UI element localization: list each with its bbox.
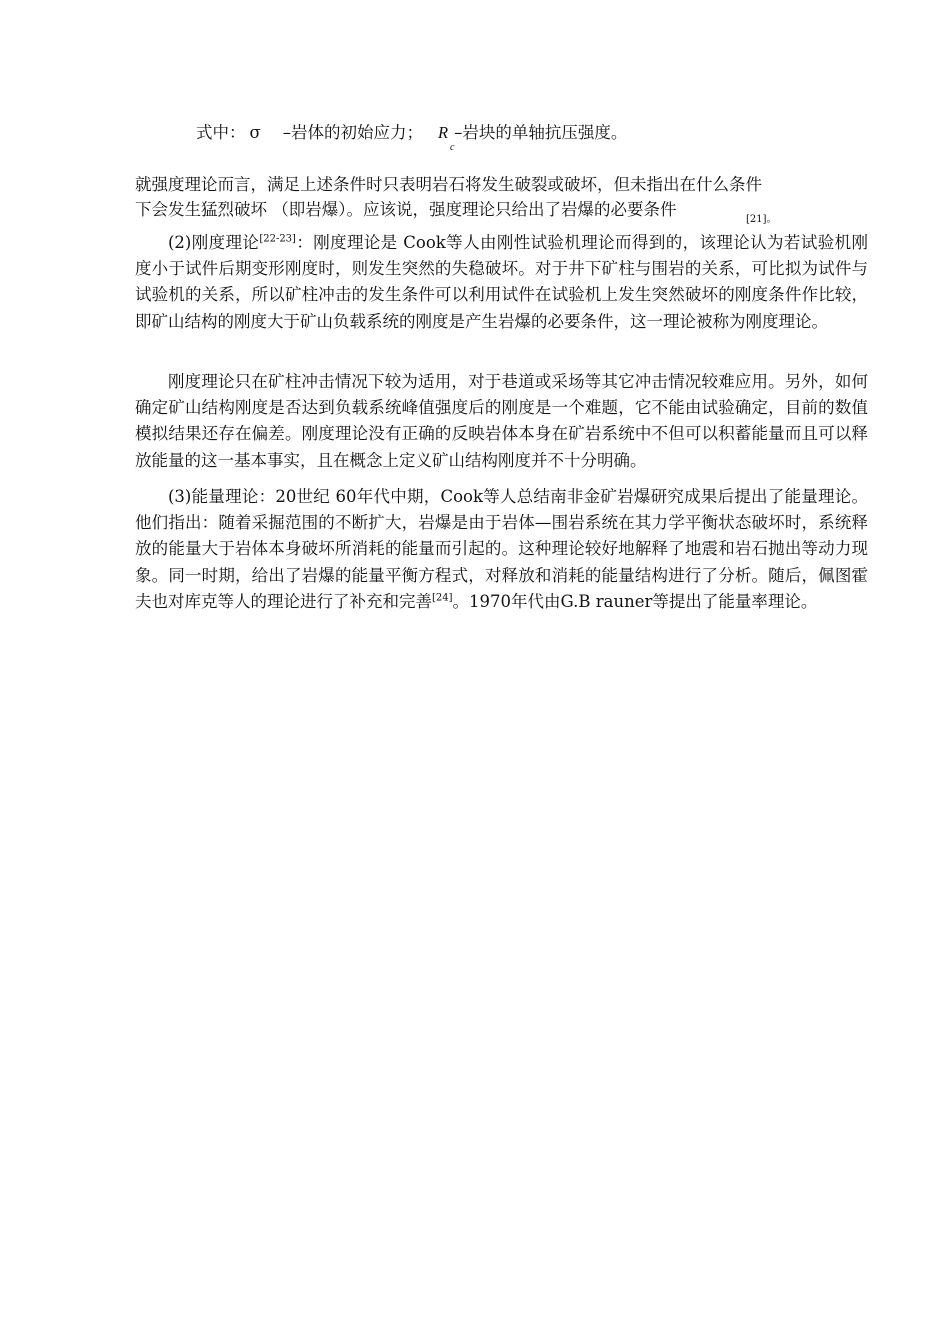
strength-theory-line-2 — [135, 199, 677, 221]
energy-theory-text: (3)能量理论：20世纪 60年代中期，Cook等人总结南非金矿岩爆研究成果后提出了能量理论。他们指出：随着采掘范围的不断扩大，岩爆是由于岩体—围岩系统在其力学平衡状态破坏时，系统释放的能量大于岩体本身破坏所消耗的能量而引起的。这种理论较好地解释了地震和岩石抛出等动力现象。同一时期，给出了岩爆的能量平衡方程式，对释放和消耗的能量结构进行了分析。随后，佩图霍夫也对库克等人的理论进行了补充和完善 — [135, 487, 868, 611]
stiffness-theory-text: ：刚度理论是 Cook等人由刚性试验机理论而得到的，该理论认为若试验机刚度小于试件后期变形刚度时，则发生突然的失稳破坏。对于井下矿柱与围岩的关系，可比拟为试件与试验机的关系，所以矿柱冲击的发生条件可以利用试件在试验机上发生突然破坏的刚度条件作比较，即矿山结构的刚度大于矿山负载系统的刚度是产生岩爆的必要条件，这一理论被称为刚度理论。 — [135, 233, 868, 331]
sigma-symbol: σ — [249, 123, 261, 142]
stiffness-theory-paragraph — [135, 230, 868, 335]
rc-description: –岩块的单轴抗压强度。 — [454, 123, 628, 142]
strength-theory-citation: [21]。 — [746, 214, 777, 225]
energy-theory-citation: [24] — [432, 592, 453, 604]
stiffness-theory-citation: [22-23] — [259, 233, 296, 245]
sigma-description: –岩体的初始应力； — [282, 123, 424, 142]
formula-prefix: 式中： — [196, 123, 246, 142]
stiffness-limitations-paragraph: 刚度理论只在矿柱冲击情况下较为适用，对于巷道或采场等其它冲击情况较难应用。另外，如何确定矿山结构刚度是否达到负载系统峰值强度后的刚度是一个难题，它不能由试验确定，目前的数值模拟结果还存在偏差。刚度理论没有正确的反映岩体本身在矿岩系统中不但可以积蓄能量而且可以释放能量的这一基本事实，且在概念上定义矿山结构刚度并不十分明确。 — [135, 372, 868, 470]
formula-note — [196, 122, 423, 144]
strength-theory-line-1: 就强度理论而言，满足上述条件时只表明岩石将发生破裂或破坏，但未指出在什么条件 — [135, 175, 762, 194]
strength-theory-line-2-text: 下会发生猛烈破坏 （即岩爆）。应该说，强度理论只给出了岩爆的必要条件 — [135, 200, 677, 219]
rc-symbol: R — [438, 123, 449, 142]
stiffness-theory-lead: (2)刚度理论 — [168, 233, 260, 252]
rc-subscript: c — [450, 142, 455, 153]
rc-note — [438, 122, 627, 144]
energy-theory-paragraph — [135, 484, 868, 615]
energy-theory-text-end: 。1970年代由G.B rauner等提出了能量率理论。 — [452, 591, 818, 611]
